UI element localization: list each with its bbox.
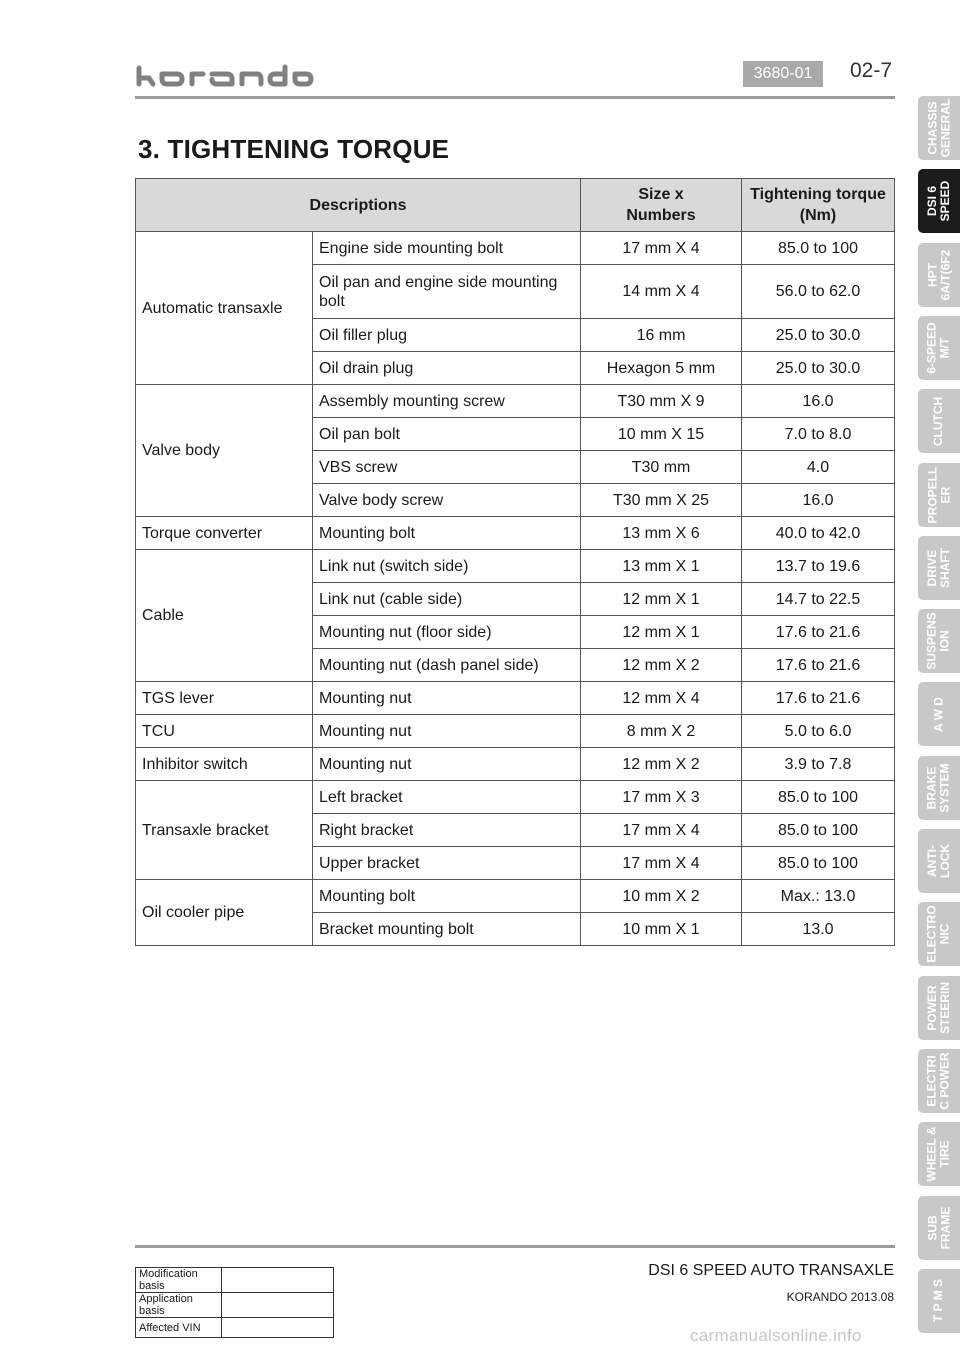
section-tab-label: HPT 6A/T(6F2: [925, 249, 952, 300]
section-tab[interactable]: [918, 169, 960, 233]
section-tab[interactable]: [918, 682, 960, 746]
basis-value: [222, 1268, 334, 1293]
torque-cell: 3.9 to 7.8: [742, 748, 895, 781]
table-row: [136, 781, 895, 814]
size-cell: T30 mm X 25: [581, 484, 742, 517]
torque-cell: 25.0 to 30.0: [742, 352, 895, 385]
size-cell: 17 mm X 4: [581, 814, 742, 847]
section-tab-label: CLUTCH: [931, 396, 946, 446]
header-tightening-torque: Tightening torque (Nm): [742, 179, 895, 232]
section-tab-label: A W D: [931, 696, 946, 732]
torque-cell: 17.6 to 21.6: [742, 682, 895, 715]
torque-cell: 25.0 to 30.0: [742, 319, 895, 352]
size-cell: 10 mm X 2: [581, 880, 742, 913]
section-tab-label: DRIVE SHAFT: [925, 547, 952, 588]
document-code-badge: 3680-01: [743, 61, 823, 87]
basis-row: [136, 1318, 334, 1338]
footer-divider: [135, 1245, 895, 1248]
part-cell: Mounting nut (dash panel side): [313, 649, 581, 682]
section-tab[interactable]: [918, 96, 960, 160]
basis-label: Modification basis: [136, 1268, 222, 1293]
part-cell: Valve body screw: [313, 484, 581, 517]
table-row: [136, 715, 895, 748]
part-cell: Oil pan and engine side mounting bolt: [313, 265, 581, 319]
section-tab[interactable]: [918, 902, 960, 966]
section-tab-label: ELECTRI C POWER: [925, 1052, 952, 1110]
component-cell: TGS lever: [136, 682, 313, 715]
size-cell: 12 mm X 2: [581, 748, 742, 781]
section-tab[interactable]: [918, 1122, 960, 1186]
basis-row: [136, 1268, 334, 1293]
torque-cell: 16.0: [742, 484, 895, 517]
section-tab-label: T P M S: [931, 1279, 946, 1323]
part-cell: Right bracket: [313, 814, 581, 847]
size-cell: 16 mm: [581, 319, 742, 352]
component-cell: Torque converter: [136, 517, 313, 550]
section-tab[interactable]: [918, 536, 960, 600]
section-tab[interactable]: [918, 756, 960, 820]
section-tab-label: WHEEL & TIRE: [925, 1126, 952, 1182]
part-cell: Upper bracket: [313, 847, 581, 880]
section-tab[interactable]: [918, 829, 960, 893]
table-row: [136, 550, 895, 583]
part-cell: Assembly mounting screw: [313, 385, 581, 418]
part-cell: Mounting nut: [313, 682, 581, 715]
part-cell: Mounting nut: [313, 748, 581, 781]
table-header-row: [136, 179, 895, 232]
part-cell: Left bracket: [313, 781, 581, 814]
header-size-numbers: Size x Numbers: [581, 179, 742, 232]
size-cell: T30 mm X 9: [581, 385, 742, 418]
footer-model-date: KORANDO 2013.08: [786, 1290, 894, 1304]
header-divider: [135, 96, 895, 99]
basis-value: [222, 1293, 334, 1318]
section-tab-label: 6-SPEED M/T: [925, 322, 953, 374]
torque-cell: 13.0: [742, 913, 895, 946]
korando-logo: [135, 62, 315, 92]
section-tab[interactable]: [918, 1196, 960, 1260]
section-tab-label: SUB FRAME: [925, 1206, 953, 1249]
part-cell: Oil pan bolt: [313, 418, 581, 451]
torque-cell: 85.0 to 100: [742, 232, 895, 265]
size-cell: 12 mm X 1: [581, 616, 742, 649]
size-cell: 17 mm X 4: [581, 232, 742, 265]
section-tab[interactable]: [918, 389, 960, 453]
page-title: 3. TIGHTENING TORQUE: [138, 134, 450, 164]
section-tab-label: CHASSIS GENERAL: [925, 98, 953, 158]
component-cell: Transaxle bracket: [136, 781, 313, 880]
watermark: carmanualsonline.info: [690, 1326, 862, 1345]
part-cell: Link nut (switch side): [313, 550, 581, 583]
part-cell: Link nut (cable side): [313, 583, 581, 616]
header-descriptions: Descriptions: [136, 179, 581, 232]
part-cell: VBS screw: [313, 451, 581, 484]
size-cell: 8 mm X 2: [581, 715, 742, 748]
torque-cell: 85.0 to 100: [742, 814, 895, 847]
size-cell: 13 mm X 1: [581, 550, 742, 583]
size-cell: 10 mm X 1: [581, 913, 742, 946]
torque-cell: 40.0 to 42.0: [742, 517, 895, 550]
part-cell: Bracket mounting bolt: [313, 913, 581, 946]
torque-cell: Max.: 13.0: [742, 880, 895, 913]
size-cell: T30 mm: [581, 451, 742, 484]
section-tab[interactable]: [918, 609, 960, 673]
basis-value: [222, 1318, 334, 1338]
section-tab-label: ANTI- LOCK: [925, 844, 952, 878]
footer-section-title: DSI 6 SPEED AUTO TRANSAXLE: [648, 1262, 894, 1279]
size-cell: 17 mm X 3: [581, 781, 742, 814]
size-cell: 12 mm X 1: [581, 583, 742, 616]
component-cell: Cable: [136, 550, 313, 682]
part-cell: Oil drain plug: [313, 352, 581, 385]
torque-cell: 56.0 to 62.0: [742, 265, 895, 319]
table-row: [136, 385, 895, 418]
section-tab[interactable]: [918, 463, 960, 527]
section-tab[interactable]: [918, 1269, 960, 1333]
section-tab[interactable]: [918, 1049, 960, 1113]
part-cell: Mounting bolt: [313, 880, 581, 913]
part-cell: Engine side mounting bolt: [313, 232, 581, 265]
tightening-torque-table: [135, 178, 895, 946]
size-cell: 10 mm X 15: [581, 418, 742, 451]
component-cell: Inhibitor switch: [136, 748, 313, 781]
basis-label: Affected VIN: [136, 1318, 222, 1338]
size-cell: Hexagon 5 mm: [581, 352, 742, 385]
section-tab[interactable]: [918, 243, 960, 307]
table-row: [136, 232, 895, 265]
section-tab[interactable]: [918, 976, 960, 1040]
component-cell: Oil cooler pipe: [136, 880, 313, 946]
torque-cell: 5.0 to 6.0: [742, 715, 895, 748]
table-row: [136, 748, 895, 781]
section-tab[interactable]: [918, 316, 960, 380]
part-cell: Oil filler plug: [313, 319, 581, 352]
torque-cell: 7.0 to 8.0: [742, 418, 895, 451]
torque-cell: 85.0 to 100: [742, 781, 895, 814]
section-tab-label: ELECTRO NIC: [925, 905, 952, 963]
size-cell: 12 mm X 4: [581, 682, 742, 715]
table-row: [136, 517, 895, 550]
size-cell: 14 mm X 4: [581, 265, 742, 319]
page-number: 02-7: [850, 59, 893, 82]
section-tab-label: DSI 6 SPEED: [925, 180, 952, 222]
torque-cell: 14.7 to 22.5: [742, 583, 895, 616]
part-cell: Mounting nut (floor side): [313, 616, 581, 649]
section-tab-label: POWER STEERIN: [925, 981, 953, 1034]
size-cell: 13 mm X 6: [581, 517, 742, 550]
torque-cell: 13.7 to 19.6: [742, 550, 895, 583]
torque-cell: 85.0 to 100: [742, 847, 895, 880]
section-tab-label: BRAKE SYSTEM: [925, 763, 952, 813]
part-cell: Mounting nut: [313, 715, 581, 748]
basis-table: [135, 1267, 334, 1338]
size-cell: 12 mm X 2: [581, 649, 742, 682]
section-tab-label: SUSPENS ION: [925, 612, 953, 670]
component-cell: Valve body: [136, 385, 313, 517]
torque-cell: 17.6 to 21.6: [742, 616, 895, 649]
size-cell: 17 mm X 4: [581, 847, 742, 880]
section-tab-label: PROPELL ER: [925, 466, 953, 523]
basis-label: Application basis: [136, 1293, 222, 1318]
component-cell: TCU: [136, 715, 313, 748]
part-cell: Mounting bolt: [313, 517, 581, 550]
table-row: [136, 682, 895, 715]
basis-row: [136, 1293, 334, 1318]
component-cell: Automatic transaxle: [136, 232, 313, 385]
torque-cell: 17.6 to 21.6: [742, 649, 895, 682]
torque-cell: 16.0: [742, 385, 895, 418]
torque-cell: 4.0: [742, 451, 895, 484]
table-row: [136, 880, 895, 913]
